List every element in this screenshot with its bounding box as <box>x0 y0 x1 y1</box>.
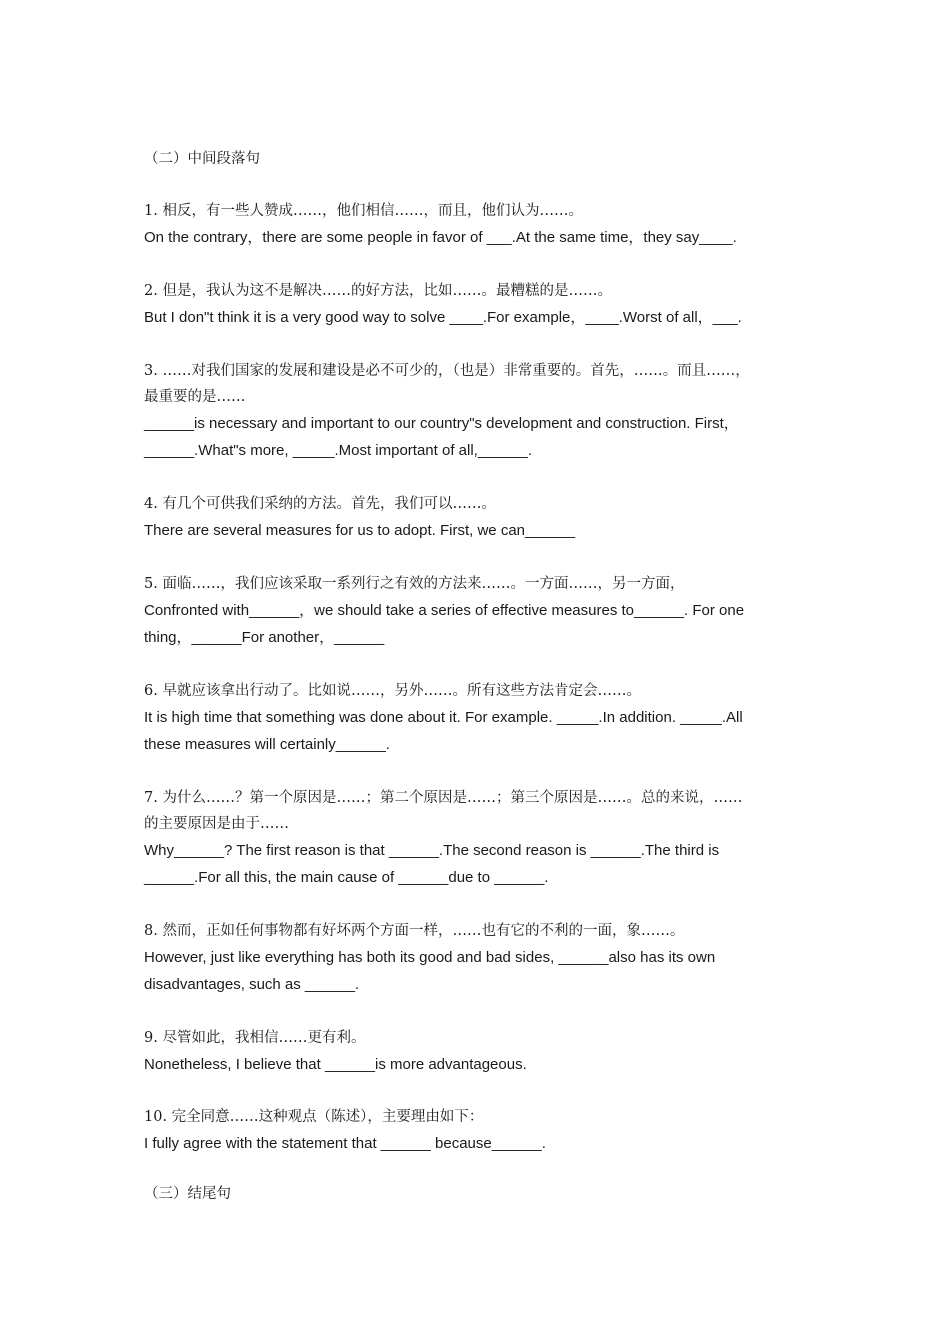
phrase-item <box>144 1025 824 1078</box>
english-line: It is high time that something was done about it. For example. _____.In addition. _____.All <box>144 709 743 726</box>
chinese-line: 最重要的是…… <box>144 389 246 405</box>
english-line: Why______? The first reason is that ______.The second reason is ______.The third is <box>144 842 720 859</box>
english-line: But I don"t think it is a very good way to solve ____.For example，____.Worst of all，___. <box>144 309 742 326</box>
english-line: thing，______For another，______ <box>144 629 385 646</box>
english-line: However, just like everything has both its good and bad sides, ______also has its own <box>144 949 716 966</box>
phrase-list <box>144 198 824 1157</box>
english-line: There are several measures for us to adopt. First, we can______ <box>144 522 576 539</box>
english-line: Nonetheless, I believe that ______is more advantageous. <box>144 1056 527 1073</box>
phrase-item <box>144 491 824 544</box>
english-line: ______.What"s more, _____.Most important of all,______. <box>144 442 533 459</box>
chinese-line: 5. 面临……，我们应该采取一系列行之有效的方法来……。一方面……，另一方面， <box>144 576 685 592</box>
chinese-line: 7. 为什么……？第一个原因是……；第二个原因是……；第三个原因是……。总的来说，…… <box>144 790 743 806</box>
phrase-item <box>144 678 824 758</box>
english-line: these measures will certainly______. <box>144 736 390 753</box>
phrase-item <box>144 1104 824 1157</box>
phrase-item <box>144 571 824 651</box>
chinese-line: 6. 早就应该拿出行动了。比如说……，另外……。所有这些方法肯定会……。 <box>144 683 641 699</box>
chinese-line: 8. 然而，正如任何事物都有好坏两个方面一样，……也有它的不利的一面，象……。 <box>144 923 685 939</box>
chinese-line: 9. 尽管如此，我相信……更有利。 <box>144 1030 366 1046</box>
chinese-line: 的主要原因是由于…… <box>144 816 289 832</box>
english-line: ______is necessary and important to our country"s development and construction. First， <box>144 415 739 432</box>
phrase-item <box>144 198 824 251</box>
phrase-item <box>144 278 824 331</box>
phrase-item <box>144 918 824 998</box>
phrase-item <box>144 358 824 464</box>
english-line: I fully agree with the statement that ______ because______. <box>144 1135 546 1152</box>
english-line: On the contrary，there are some people in favor of ___.At the same time，they say____. <box>144 229 737 246</box>
english-line: disadvantages, such as ______. <box>144 976 360 993</box>
chinese-line: 2. 但是，我认为这不是解决……的好方法，比如……。最糟糕的是……。 <box>144 283 612 299</box>
section-heading-middle: （二）中间段落句 <box>144 151 260 167</box>
phrase-item <box>144 785 824 891</box>
chinese-line: 4. 有几个可供我们采纳的方法。首先，我们可以……。 <box>144 496 496 512</box>
section-heading-ending: （三）结尾句 <box>144 1186 231 1202</box>
document-page <box>144 146 824 1207</box>
english-line: Confronted with______，we should take a series of effective measures to______. For one <box>144 602 745 619</box>
chinese-line: 3. ……对我们国家的发展和建设是必不可少的，（也是）非常重要的。首先，……。而且……， <box>144 363 750 379</box>
english-line: ______.For all this, the main cause of ______due to ______. <box>144 869 549 886</box>
chinese-line: 10. 完全同意……这种观点（陈述），主要理由如下： <box>144 1109 484 1125</box>
chinese-line: 1. 相反，有一些人赞成……，他们相信……，而且，他们认为……。 <box>144 203 583 219</box>
